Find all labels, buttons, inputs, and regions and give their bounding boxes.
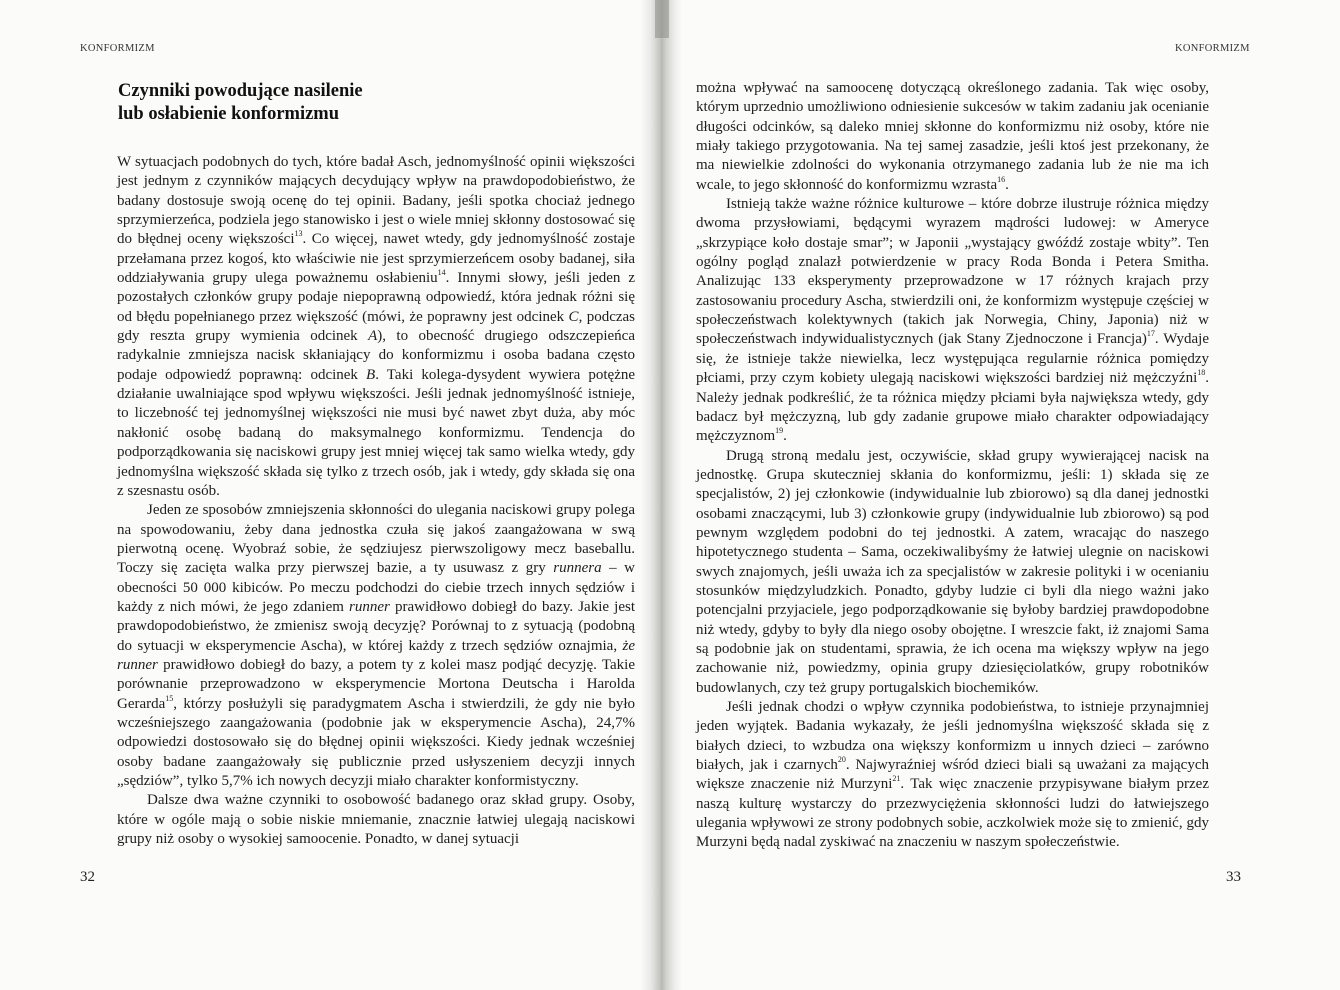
footnote-ref: 14 — [437, 268, 446, 278]
left-page-body — [117, 153, 635, 849]
footnote-ref: 16 — [997, 174, 1006, 184]
gutter-shadow — [655, 0, 669, 38]
heading-line-1: Czynniki powodujące nasilenie — [118, 81, 363, 101]
right-page-body — [696, 79, 1209, 853]
left-paragraph-1: W sytuacjach podobnych do tych, które badał Asch, jednomyślność opinii większości jest jednym z czynników mających decydujący wpływ na prawdopodobieństwo, że badany dostosuje swoją ocenę do tej opinii. Badany, jeśli spotka chociaż jednego sprzymierzeńca, podziela jego stanowisko i jest o wiele mniej skłonny dostosować się do błędnej oceny większości$^{13}$. Co więcej, nawet wtedy, gdy jednomyślność zostaje przełamana przez kogoś, kto właściwie nie jest sprzymierzeńcem osoby badanej, siła oddziaływania grupy ulega poważnemu osłabieniu$^{14}$. Innymi słowy, jeśli jeden z pozostałych członków grupy podaje niepoprawną odpowiedź, która jednak różni się od błędu popełnianego przez większość (mówi, że poprawny jest odcinek C, podczas gdy reszta grupy wymienia odcinek A), to obecność drugiego odszczepieńca radykalnie zmniejsza nacisk skłaniający do konformizmu i osoba badana często podaje odpowiedź poprawną: odcinek B. Taki kolega-dysydent wywiera potężne działanie uwalniające spod wpływu większości. Jeśli jednak jednomyślność istnieje, to liczebność tej jednomyślnej większości nie musi być nawet zbyt duża, aby móc nakłonić osobę badaną do maksymalnego konformizmu. Tendencja do podporządkowania się naciskowi grupy jest mniej więcej tak samo wielka wtedy, gdy jednomyślna większość składa się tylko z trzech osób, jak i wtedy, gdy składa się ona z szesnastu osób. — [117, 154, 636, 499]
footnote-ref: 19 — [775, 426, 784, 436]
right-paragraph-3: Drugą stroną medalu jest, oczywiście, skład grupy wywierającej nacisk na jednostkę. Grupa skuteczniej skłania do konformizmu, jeśli: 1) składa się ze specjalistów, 2) jej członkowie (indywidualnie lub zbiorowo) są dla danej jednostki osobami znaczącymi, lub 3) członkowie grupy (indywidualnie lub zbiorowo) są pod pewnym względem podobni do tej jednostki. A zatem, wracając do naszego hipotetycznego studenta – Sama, oczekiwalibyśmy że łatwiej ulegnie on naciskowi swych znajomych, jeśli uważa ich za specjalistów w zakresie polityki i w ocenianiu stosunków międzyludzkich. Ponadto, gdyby ludzie ci byli dla niego ważni jako potencjalni przyjaciele, jego podporządkowanie się byłoby bardziej prawdopodobne niż wtedy, gdyby to były dla niego osoby obojętne. I wreszcie fakt, iż znajomi Sama są podobnie jak on studentami, sprawia, że ich ocena ma większy wpływ na jego zachowanie niż, powiedzmy, opinia grupy dziesięciolatków, grupy robotników budowlanych, czy też grupy portugalskich biochemików. — [696, 447, 1209, 696]
footnote-ref: 20 — [837, 755, 846, 765]
right-running-head: KONFORMIZM — [1175, 43, 1250, 54]
right-page-number: 33 — [1226, 869, 1241, 885]
footnote-ref: 18 — [1197, 368, 1206, 378]
footnote-ref: 13 — [294, 229, 303, 239]
book-gutter — [640, 0, 682, 990]
section-heading — [118, 80, 538, 126]
right-paragraph-4: Jeśli jednak chodzi o wpływ czynnika podobieństwa, to istnieje przynajmniej jeden wyjątek. Badania wykazały, że jeśli jednomyślna większość składa się z białych dzieci, to wzbudza ona większy konformizm u innych dzieci – zarówno białych, jak i czarnych$^{20}$. Najwyraźniej wśród dzieci biali są uważani za mających większe znaczenie niż Murzyni$^{21}$. Tak więc znaczenie przypisywane białym przez naszą kulturę wystarczy do przezwyciężenia skłonności ludzi do łatwiejszego ulegania wpływowi ze strony podobnych sobie, aczkolwiek może się to zmienić, gdy Murzyni będą nadal zyskiwać na znaczeniu w naszym społeczeństwie. — [696, 699, 1209, 851]
heading-line-2: lub osłabienie konformizmu — [118, 104, 339, 124]
left-page-number: 32 — [80, 869, 95, 885]
footnote-ref: 21 — [892, 774, 901, 784]
right-paragraph-2: Istnieją także ważne różnice kulturowe – które dobrze ilustruje różnica między dwoma przysłowiami, będącymi wyrazem mądrości ludowej: w Ameryce „skrzypiące koło dostaje smar”; w Japonii „wystający gwóźdź zostaje wbity”. Ten ogólny pogląd znalazł potwierdzenie w pracy Roda Bonda i Petera Smitha. Analizując 133 eksperymenty przeprowadzone w 17 różnych krajach przy zastosowaniu procedury Ascha, stwierdzili oni, że konformizm występuje częściej w społeczeństwach kolektywnych (takich jak Norwegia, Chiny, Japonia) niż w społeczeństwach indywidualistycznych (jak Stany Zjednoczone i Francja)$^{17}$. Wydaje się, że istnieje także niewielka, lecz występująca regularnie różnica pomiędzy płciami, przy czym kobiety ulegają naciskowi większości bardziej niż mężczyźni$^{18}$. Należy jednak podkreślić, że ta różnica między płciami była największa wtedy, gdy badacz był mężczyzną, lub gdy zadanie grupowe miało charakter odpowiadający mężczyznom$^{19}$. — [696, 196, 1209, 445]
footnote-ref: 17 — [1146, 329, 1155, 339]
left-running-head: KONFORMIZM — [80, 43, 155, 54]
left-paragraph-2: Jeden ze sposobów zmniejszenia skłonności do ulegania naciskowi grupy polega na spowodowaniu, żeby dana jednostka czuła się jakoś zaangażowana w swą pierwotną ocenę. Wyobraź sobie, że sędziujesz pierwszoligowy mecz baseballu. Toczy się zacięta walka przy pierwszej bazie, a ty usuwasz z gry runnera – w obecności 50 000 kibiców. Po meczu podchodzi do ciebie trzech innych sędziów i każdy z nich mówi, że jego zdaniem runner prawidłowo dobiegł do bazy. Jakie jest prawdopodobieństwo, że zmienisz swoją decyzję? Porównaj to z sytuacją (podobną do sytuacji w eksperymencie Ascha), w której każdy z trzech sędziów oznajmia, że runner prawidłowo dobiegł do bazy, a potem ty z kolei masz podjąć decyzję. Takie porównanie przeprowadzono w eksperymencie Mortona Deutscha i Harolda Gerarda$^{15}$, którzy posłużyli się paradygmatem Ascha i stwierdzili, że gdy nie było wcześniejszego zaangażowania (podobnie jak w eksperymencie Ascha), 24,7% odpowiedzi dostosowało się do błędnej opinii większości. Kiedy jednak wcześniej osoby badane zaangażowały się publicznie przed usłyszeniem decyzji innych „sędziów”, tylko 5,7% ich nowych decyzji miało charakter konformistyczny. — [117, 502, 635, 789]
left-paragraph-3: Dalsze dwa ważne czynniki to osobowość badanego oraz skład grupy. Osoby, które w ogóle mają o sobie niskie mniemanie, znacznie łatwiej ulegają naciskowi grupy niż osoby o wysokiej samoocenie. Ponadto, w danej sytuacji — [117, 792, 635, 848]
footnote-ref: 15 — [165, 693, 174, 703]
right-paragraph-1: można wpływać na samoocenę dotyczącą określonego zadania. Tak więc osoby, którym uprzednio umożliwiono odniesienie sukcesów w takim zadaniu jak ocenianie długości odcinków, są daleko mniej skłonne do konformizmu niż osoby, które nie miały takiego przygotowania. Na tej samej zasadzie, jeśli ktoś jest przekonany, że ma niewielkie zdolności do wykonania otrzymanego zadania lub że nie ma ich wcale, to jego skłonność do konformizmu wzrasta$^{16}$. — [696, 80, 1209, 193]
